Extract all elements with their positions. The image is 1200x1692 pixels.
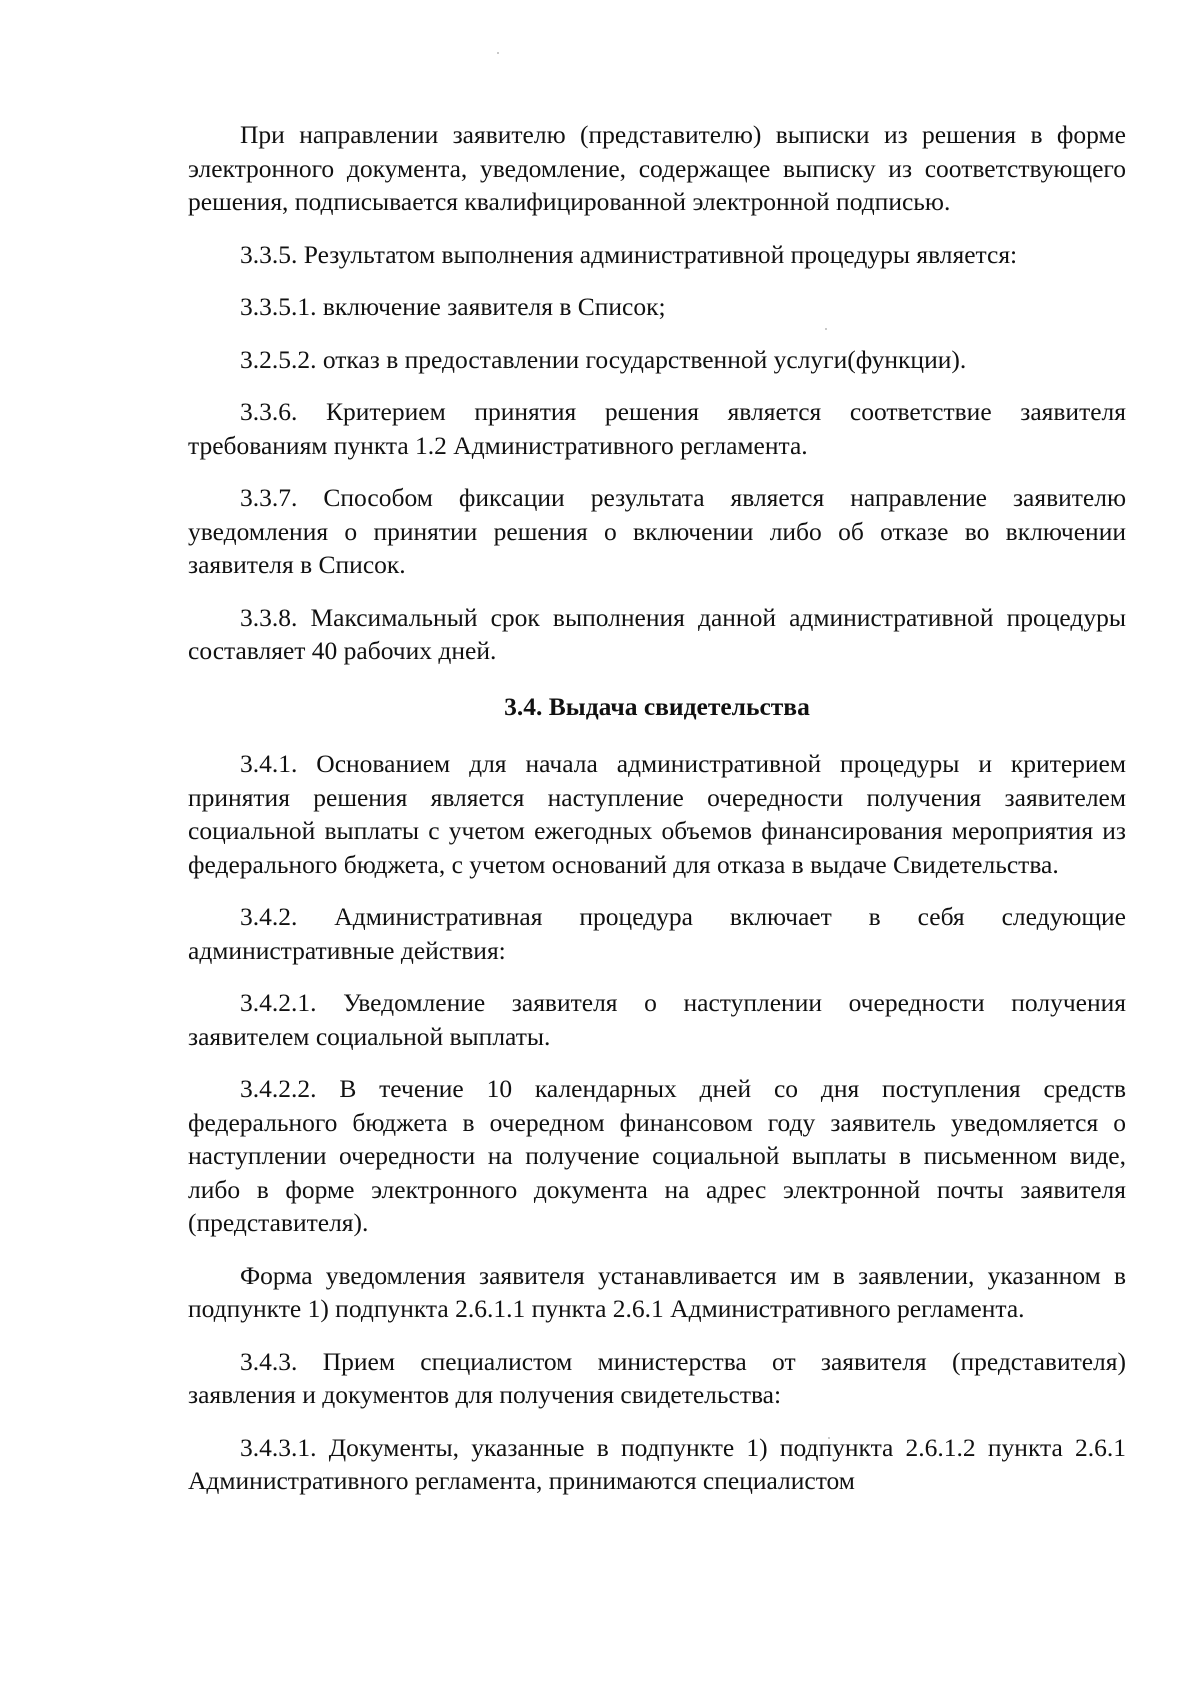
- paragraph-signature-note: При направлении заявителю (представителю) выписки из решения в форме электронного документа, уведомление, содержащее выписку из соответствующего решения, подписывается квалифицированной электронной подписью.: [188, 120, 1126, 216]
- paragraph-3-3-5-1: 3.3.5.1. включение заявителя в Список;: [240, 292, 666, 321]
- paragraph-3-3-8: 3.3.8. Максимальный срок выполнения данной административной процедуры составляет 40 рабочих дней.: [188, 602, 1126, 665]
- paragraph-notice-form: Форма уведомления заявителя устанавливается им в заявлении, указанном в подпункте 1) подпункта 2.6.1.1 пункта 2.6.1 Административного регламента.: [188, 1260, 1126, 1323]
- document-body: [188, 118, 1126, 1517]
- paragraph-3-4-1: 3.4.1. Основанием для начала административной процедуры и критерием принятия решения является наступление очередности получения заявителем социальной выплаты с учетом ежегодных объемов финансирования мероприятия из федерального бюджета, с учетом оснований для отказа в выдаче Свидетельства.: [188, 749, 1126, 879]
- paragraph-3-2-5-2: 3.2.5.2. отказ в предоставлении государственной услуги(функции).: [240, 344, 967, 374]
- paragraph-3-4-3: 3.4.3. Прием специалистом министерства от заявителя (представителя) заявления и документов для получения свидетельства:: [188, 1346, 1126, 1409]
- paragraph-3-3-6: 3.3.6. Критерием принятия решения является соответствие заявителя требованиям пункта 1.2 Административного регламента.: [188, 397, 1126, 460]
- section-heading: 3.4. Выдача свидетельства: [504, 691, 810, 721]
- paragraph-3-4-2-2: 3.4.2.2. В течение 10 календарных дней со дня поступления средств федерального бюджета в очередном финансовом году заявитель уведомляется о наступлении очередности на получение социальной выплаты в письменном виде, либо в форме электронного документа на адрес электронной почты заявителя (представителя).: [188, 1074, 1126, 1237]
- scan-speck: [497, 52, 499, 54]
- paragraph-3-3-7: 3.3.7. Способом фиксации результата является направление заявителю уведомления о принятии решения о включении либо об отказе во включении заявителя в Список.: [188, 483, 1126, 579]
- paragraph-3-4-2: 3.4.2. Административная процедура включает в себя следующие административные действия:: [188, 902, 1126, 965]
- paragraph-3-4-2-1: 3.4.2.1. Уведомление заявителя о наступлении очередности получения заявителем социальной выплаты.: [188, 988, 1126, 1051]
- paragraph-3-3-5: 3.3.5. Результатом выполнения административной процедуры является:: [240, 239, 1018, 269]
- paragraph-3-4-3-1: 3.4.3.1. Документы, указанные в подпункте 1) подпункта 2.6.1.2 пункта 2.6.1 Административного регламента, принимаются специалистом: [188, 1432, 1126, 1495]
